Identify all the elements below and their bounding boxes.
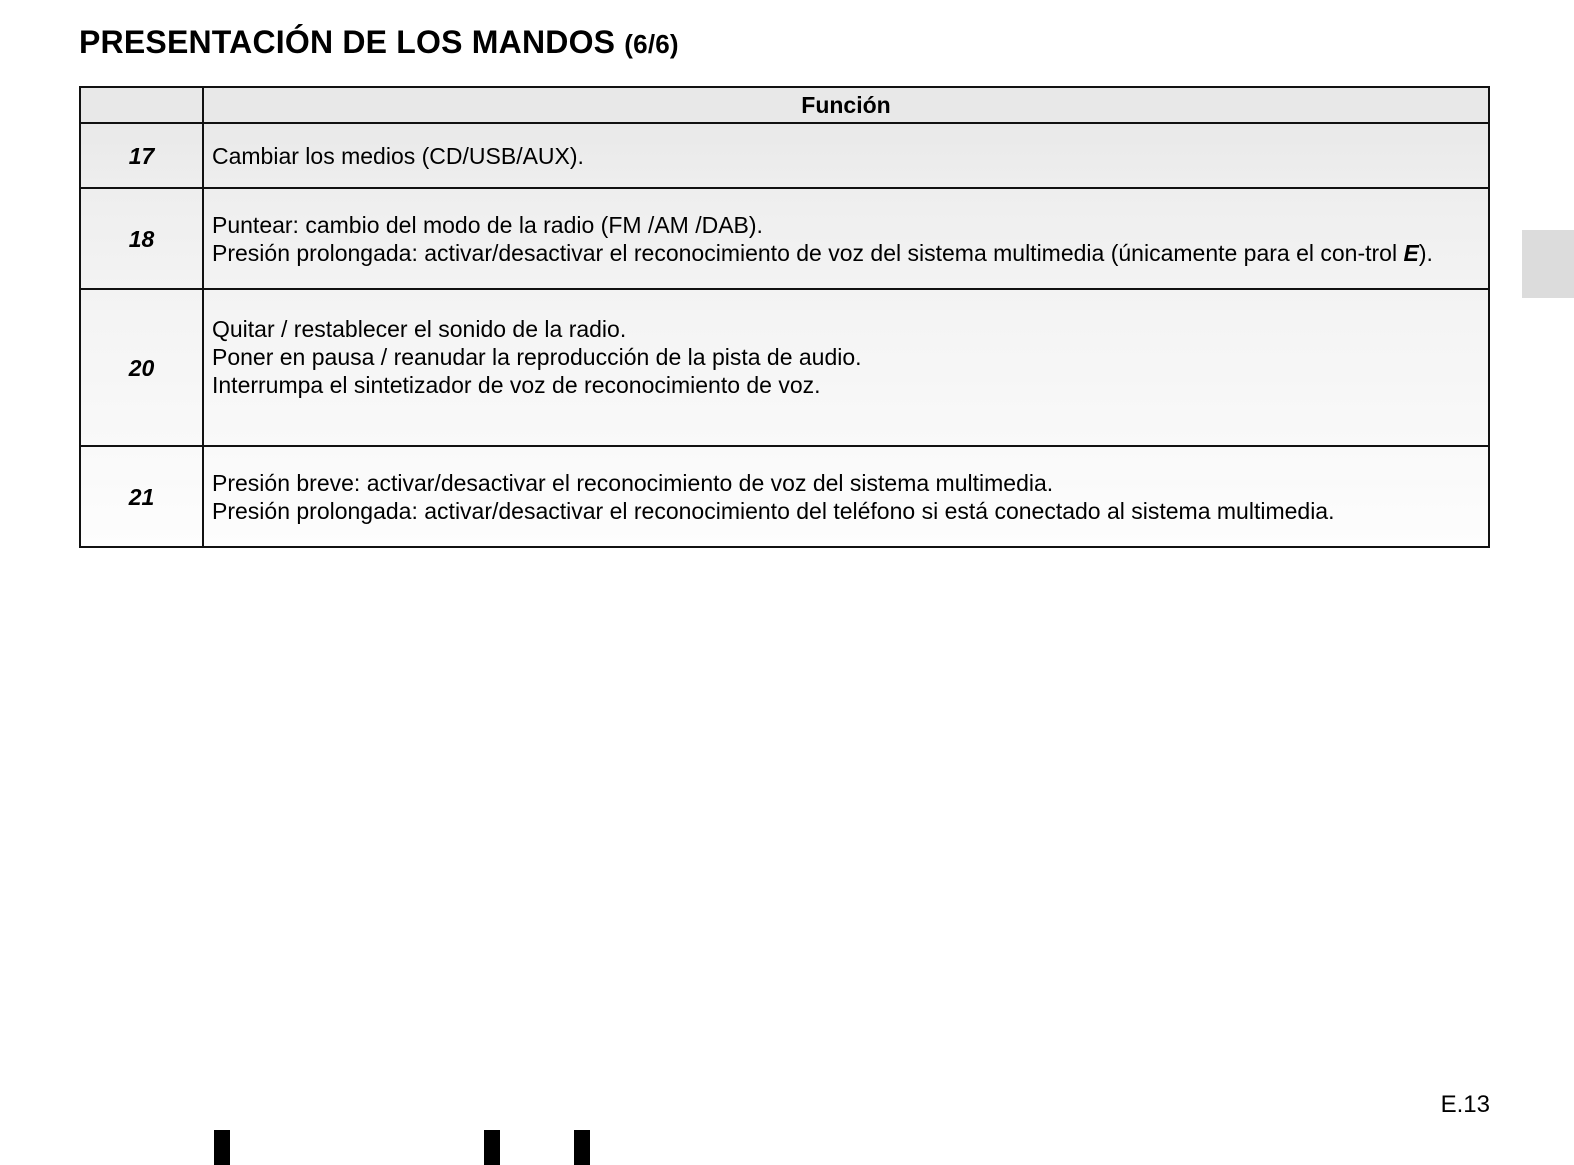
section-tab-marker bbox=[1522, 230, 1574, 298]
crop-mark bbox=[214, 1130, 230, 1165]
function-description bbox=[203, 188, 1489, 289]
page-title-suffix: (6/6) bbox=[624, 29, 679, 59]
crop-mark bbox=[484, 1130, 500, 1165]
control-number: 20 bbox=[80, 289, 203, 446]
table-row bbox=[80, 123, 1489, 188]
description-line: Presión prolongada: activar/desactivar el reconocimiento del teléfono si está conectado al sistema multimedia. bbox=[212, 497, 1335, 524]
table-row bbox=[80, 188, 1489, 289]
description-line: Poner en pausa / reanudar la reproducción de la pista de audio. bbox=[212, 344, 862, 370]
function-description bbox=[203, 289, 1489, 446]
page-number: E.13 bbox=[1440, 1091, 1490, 1118]
description-line: Puntear: cambio del modo de la radio (FM /AM /DAB). bbox=[212, 211, 763, 238]
description-line: Quitar / restablecer el sonido de la radio. bbox=[212, 316, 627, 342]
function-description bbox=[203, 446, 1489, 547]
control-number: 17 bbox=[80, 123, 203, 188]
table-row bbox=[80, 289, 1489, 446]
header-function-cell: Función bbox=[203, 87, 1489, 123]
control-reference: E bbox=[1403, 239, 1419, 266]
controls-function-table bbox=[79, 86, 1490, 548]
control-number: 21 bbox=[80, 446, 203, 547]
description-line: Interrumpa el sintetizador de voz de reconocimiento de voz. bbox=[212, 372, 821, 398]
page-title-main: PRESENTACIÓN DE LOS MANDOS bbox=[79, 24, 616, 60]
description-line bbox=[212, 239, 1480, 267]
description-line: Presión breve: activar/desactivar el reconocimiento de voz del sistema multimedia. bbox=[212, 469, 1054, 496]
control-number: 18 bbox=[80, 188, 203, 289]
description-text-end: ). bbox=[1418, 239, 1433, 266]
function-description bbox=[203, 123, 1489, 188]
header-number-cell bbox=[80, 87, 203, 123]
description-text: Presión prolongada: activar/desactivar el reconocimiento de voz del sistema multimedia (únicamente para el con-trol bbox=[212, 239, 1398, 266]
description-line: Cambiar los medios (CD/USB/AUX). bbox=[212, 142, 584, 169]
table-header-row bbox=[80, 87, 1489, 123]
page-title bbox=[79, 24, 679, 61]
crop-mark bbox=[574, 1130, 590, 1165]
table-row bbox=[80, 446, 1489, 547]
